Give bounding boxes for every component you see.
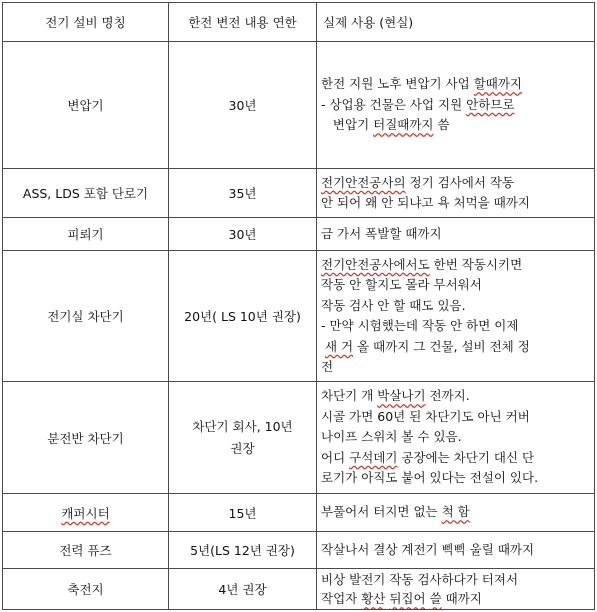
equipment-name: ASS, LDS 포함 단로기	[3, 169, 169, 218]
table-row	[3, 218, 595, 251]
actual-use-line: 전기안전공사에서도 한번 작동시키면	[321, 256, 523, 272]
actual-use	[317, 494, 595, 532]
actual-use	[317, 42, 595, 169]
actual-use-line: 안 되어 왜 안 되냐고 욕 처먹을 때까지	[321, 195, 530, 210]
table-row	[3, 42, 595, 169]
header-equipment-name: 전기 설비 명칭	[3, 3, 169, 42]
kepco-term-line: 30년	[228, 227, 257, 242]
table-row	[3, 569, 595, 610]
kepco-term-line: 5년(LS 12년 권장)	[190, 543, 295, 558]
equipment-name: 전기실 차단기	[3, 251, 169, 382]
actual-use-line: - 상업용 건물은 사업 지원 안하므로	[321, 96, 515, 112]
equipment-name: 전력 퓨즈	[3, 532, 169, 569]
kepco-term-line: 차단기 회사, 10년	[192, 418, 293, 434]
actual-use	[317, 569, 595, 610]
equipment-name: 분전반 차단기	[3, 382, 169, 494]
kepco-term-line: 20년( LS 10년 권장)	[184, 309, 301, 324]
actual-use-line: 전	[321, 359, 334, 374]
actual-use-line: 작업자 황산 뒤집어 쓸 때까지	[321, 591, 482, 606]
table-row	[3, 532, 595, 569]
kepco-term	[169, 532, 317, 569]
kepco-term-line: 4년 권장	[218, 582, 267, 597]
kepco-term	[169, 169, 317, 218]
kepco-term-line: 15년	[228, 505, 257, 521]
actual-use-line: 로기가 아직도 붙어 있다는 전설이 있다.	[321, 470, 539, 486]
equipment-name: 변압기	[3, 42, 169, 169]
actual-use-line: 나이프 스위치 볼 수 있음.	[321, 429, 462, 445]
kepco-term-line: 권장	[230, 440, 255, 456]
actual-use-line: 차단기 개 박살나기 전까지.	[321, 388, 470, 404]
equipment-name	[3, 494, 169, 532]
table-header-row	[3, 3, 595, 42]
kepco-term-line: 30년	[228, 98, 257, 113]
actual-use-line: 비상 발전기 작동 검사하다가 터져서	[321, 572, 519, 587]
actual-use-line: 변압기 터질때까지 씀	[321, 117, 450, 133]
equipment-name: 피뢰기	[3, 218, 169, 251]
table-row	[3, 382, 595, 494]
actual-use-line: 한전 지원 노후 변압기 사업 할때까지	[321, 76, 523, 92]
kepco-term	[169, 569, 317, 610]
actual-use	[317, 251, 595, 382]
actual-use-line: 새 거 올 때까지 그 건물, 설비 전체 정	[324, 338, 530, 354]
actual-use-line: 전기안전공사의 정기 검사에서 작동	[321, 174, 515, 190]
actual-use-line: - 만약 시험했는데 작동 안 하면 이제	[321, 318, 519, 333]
header-actual-use: 실제 사용 (현실)	[317, 3, 595, 42]
kepco-term-line: 35년	[228, 186, 257, 201]
kepco-term	[169, 42, 317, 169]
actual-use-line: 시골 가면 60년 된 차단기도 아닌 커버	[321, 408, 530, 424]
kepco-term	[169, 218, 317, 251]
actual-use	[317, 169, 595, 218]
kepco-term	[169, 382, 317, 494]
equipment-name: 축전지	[3, 569, 169, 610]
actual-use-line: 어디 구석데기 공장에는 차단기 대신 단	[321, 449, 535, 465]
kepco-term	[169, 251, 317, 382]
table-row	[3, 169, 595, 218]
header-kepco-term: 한전 변전 내용 연한	[169, 3, 317, 42]
actual-use-line: 작동 안 할지도 몰라 무서워서	[321, 277, 482, 292]
actual-use-line: 작동 검사 안 할 때도 있음.	[321, 297, 466, 313]
actual-use	[317, 218, 595, 251]
actual-use	[317, 532, 595, 569]
equipment-name-text: 캐퍼시터	[61, 505, 110, 521]
actual-use	[317, 382, 595, 494]
actual-use-line: 부풀어서 터지면 없는 척 함	[321, 504, 470, 520]
actual-use-line: 작살나서 결상 계전기 삑삑 울릴 때까지	[321, 541, 535, 557]
kepco-term	[169, 494, 317, 532]
table-row	[3, 251, 595, 382]
table-row	[3, 494, 595, 532]
actual-use-line: 금 가서 폭발할 때까지	[321, 225, 442, 241]
equipment-lifespan-table	[2, 2, 595, 610]
